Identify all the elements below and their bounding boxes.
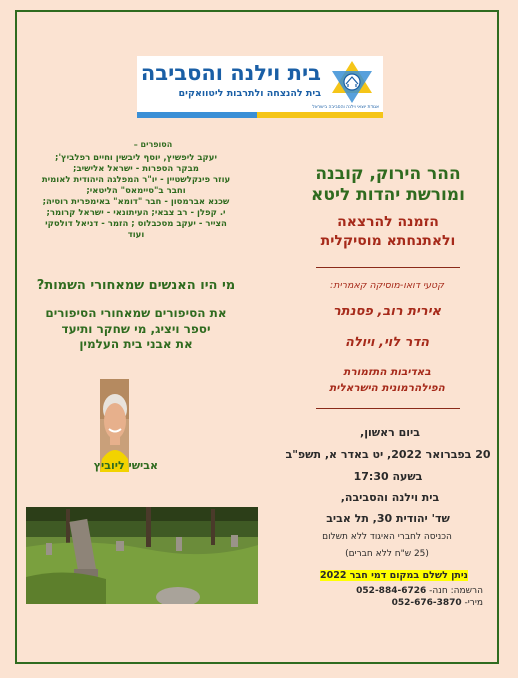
registration-phone-1: 052-884-6726 [356,586,427,596]
courtesy-line-1: באדיבות התזמורת [343,366,431,378]
authors-line-2: מבקר הספרות - ישראל אלישיב; [73,164,199,174]
question-heading: מי היו האנשים שמאחורי השמות? [36,278,236,293]
headline-line-2: ומורשת יהדות ליטא [311,185,465,205]
authors-line-6: י. קפלן - רב צבאי; העיתונאי - ישראל קרומר; [46,208,226,218]
logo-banner [137,56,383,118]
logo-subtitle: בית להנצחה ולתרבות ליטוואקים [178,88,321,99]
authors-title: הסופרים – [133,140,173,149]
divider-2 [316,408,460,409]
logo-blue-bar [137,112,257,118]
authors-line-7: הצייר - יעקב מסכבלוס ; הזמר - דניאל דולסקי [45,219,227,229]
registration-line-1 [356,586,483,596]
headline-line-1: ההר הירוק, קובנה [315,164,461,184]
star-of-david-icon [327,59,377,105]
speaker-name: אבישי ליוביץ [93,459,158,472]
event-address: שד' יהודית 30, תל אביב [326,512,450,525]
event-day: ביום ראשון, [360,426,420,439]
invite-line-2: ולאתנחתא מוסיקלית [320,233,456,249]
registration-phone-2: 052-676-3870 [391,598,462,608]
authors-line-8: ועוד [127,230,145,240]
authors-line-5: שכנא אברמסון - חבר "דומא" באימפרית רוסיה; [42,197,230,207]
story-line-1: את הסיפורים שמאחורי הסיפורים [45,306,227,320]
dues-highlight: ניתן לשלם במקום דמי חבר 2022 [320,570,468,581]
story-line-3: את אבני בית העלמין [79,337,193,351]
registration-name-1: חנה- [429,586,448,596]
registration-name-2: מירי- [464,598,483,608]
entry-note: הכניסה לחברי האיגוד ללא תשלום [322,532,452,542]
authors-line-3: עוזר פינקלשטיין - יו"ר המפלגה היהודית לאומית [41,175,231,185]
event-time: בשעה 17:30 [353,470,423,483]
performer-2: הדר לוי, ויולה [344,335,430,350]
event-date: 20 בפברואר 2022, יט באדר א, תשפ"ב [285,448,491,461]
music-label: קטעי דואו-מוסיקה קאמרית: [330,280,444,291]
logo-star-caption: אגודת יוצאי וילנה והסביבה בישראל [312,105,379,110]
performer-1: אירית רוב, פסנתר [332,304,442,319]
dues-note [320,570,468,581]
story-line-2: יספר ויציג, מי שחקר ותיעד [61,322,211,336]
logo-title: בית וילנה והסביבה [140,61,321,85]
registration-label: הרשמה: [450,586,483,596]
authors-line-1: יעקב ליפשיץ, יוסף ליבשין וחיים רפלביץ'; [55,153,217,163]
invite-line-1: הזמנה להרצאה [337,214,439,230]
event-venue: בית וילנה והסביבה, [340,491,440,504]
divider-1 [316,267,460,268]
authors-line-4: וחבר ב"סיימאס" הליטאי; [86,186,186,196]
cemetery-photo [26,507,258,604]
registration-line-2 [392,598,483,608]
courtesy-line-2: הפילהרמונית הישראלית [329,382,445,394]
price-note: (25 ש"ח ללא חברים) [345,549,429,559]
